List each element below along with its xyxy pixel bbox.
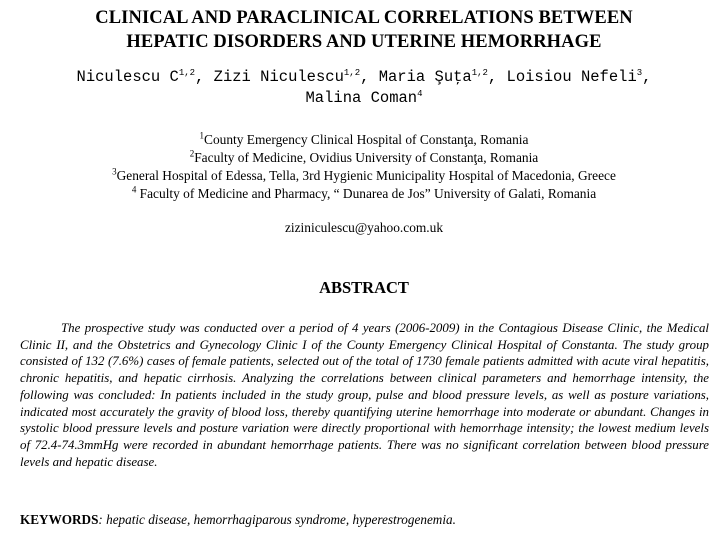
author-3: Maria Şuţa$^{1,2}$, [378, 67, 507, 86]
author-affiliation-mark: 3 [636, 67, 643, 78]
abstract-body: The prospective study was conducted over a period of 4 years (2006-2009) in the Contagious Disease Clinic, the Medical Clinic II, and the Obstetrics and Gynecology Clinic I of the County Emergency Clinical Hospital of Constanta. The study group consisted of 132 (7.6%) cases of female patients, selected out of the total of 1730 female patients admitted with acute viral hepatitis, chronic hepatitis, and hepatic cirrhosis. Analyzing the correlations between clinical parameters and hemorrhage intensity, the following was concluded: In patients included in the study group, pulse and blood pressure levels, as well as posture variations, indicated most accurately the gravity of blood loss, thereby quantifying uterine hemorrhage into moderate or abundant. Changes in systolic blood pressure levels and posture variation were directly proportional with hemorrhage intensity; the lowest medium levels of 72.4-74.3mmHg were recorded in abundant hemorrhage patients. There was no significant correlation between blood pressure levels and hepatic disease. [20, 321, 709, 469]
affiliation-2: $^2$Faculty of Medicine, Ovidius University of Constanţa, Romania [189, 148, 539, 165]
author-2: Zizi Niculescu$^{1,2}$, [213, 67, 379, 86]
author-affiliation-mark: 1,2 [343, 67, 361, 78]
title-line-2: HEPATIC DISORDERS AND UTERINE HEMORRHAGE [126, 32, 602, 52]
paper-title [0, 6, 728, 54]
affiliation-1: $^1$County Emergency Clinical Hospital of Constanţa, Romania [199, 130, 529, 147]
abstract-heading: ABSTRACT [319, 278, 409, 297]
affiliation-list [0, 131, 728, 203]
author-4: Loisiou Nefeli$^3$, [506, 67, 652, 86]
author-affiliation-mark: 1,2 [471, 67, 488, 78]
author-1: Niculescu C$^{1,2}$, [76, 67, 214, 86]
title-line-1: CLINICAL AND PARACLINICAL CORRELATIONS BETWEEN [95, 8, 633, 28]
contact-email: ziziniculescu@yahoo.com.uk [284, 220, 444, 235]
author-affiliation-mark: 1,2 [178, 67, 196, 78]
author-list [0, 67, 728, 109]
keywords-text: : hepatic disease, hemorrhagiparous syndrome, hyperestrogenemia. [98, 512, 456, 527]
author-affiliation-mark: 4 [417, 88, 423, 99]
affiliation-3: $^3$General Hospital of Edessa, Tella, 3rd Hygienic Municipality Hospital of Macedonia, Greece [112, 166, 616, 183]
keywords-label: KEYWORDS [20, 512, 99, 527]
author-5: Malina Coman$^4$ [305, 88, 423, 107]
keywords [20, 512, 709, 528]
affiliation-4: $^4$ Faculty of Medicine and Pharmacy, “ Dunarea de Jos” University of Galati, Romania [131, 184, 597, 201]
